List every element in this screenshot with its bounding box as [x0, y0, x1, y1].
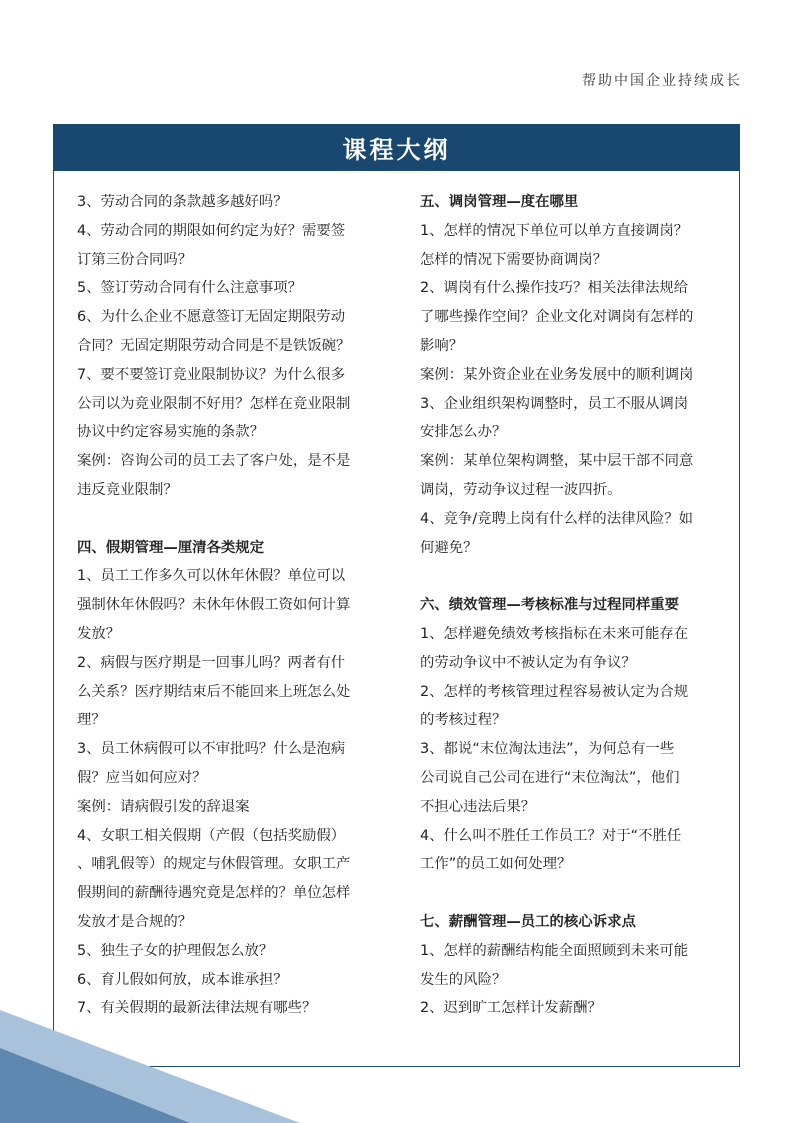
outline-line: 5、独生子女的护理假怎么放？: [77, 942, 274, 959]
section-heading: 七、薪酬管理—员工的核心诉求点: [420, 913, 636, 930]
outline-line: 调岗，劳动争议过程一波四折。: [420, 481, 622, 498]
outline-line: 6、育儿假如何放，成本谁承担？: [77, 971, 288, 988]
section-heading: 四、假期管理—厘清各类规定: [77, 539, 265, 556]
outline-line: 公司说自己公司在进行“末位淘汰”，他们: [420, 769, 680, 786]
outline-line: 4、竞争/竞聘上岗有什么样的法律风险？如: [420, 510, 694, 527]
outline-line: 安排怎么办？: [420, 424, 507, 441]
outline-line: 发生的风险？: [420, 971, 507, 988]
outline-line: 发放才是合规的？: [77, 913, 193, 930]
outline-line: 么关系？医疗期结束后不能回来上班怎么处: [77, 683, 351, 700]
outline-line: 理？: [77, 712, 106, 729]
outline-line: 1、怎样的薪酬结构能全面照顾到未来可能: [420, 942, 689, 959]
outline-line: 假？应当如何应对？: [77, 769, 207, 786]
outline-line: 假期间的薪酬待遇究竟是怎样的？单位怎样: [77, 885, 351, 902]
outline-line: 4、什么叫不胜任工作员工？对于“不胜任: [420, 827, 682, 844]
outline-line: 4、女职工相关假期（产假（包括奖励假）: [77, 827, 346, 844]
section-heading: 六、绩效管理—考核标准与过程同样重要: [420, 597, 680, 614]
outline-line: 案例：某单位架构调整，某中层干部不同意: [420, 453, 694, 470]
outline-line: 订第三份合同吗？: [77, 251, 193, 268]
outline-line: 发放？: [77, 625, 121, 642]
outline-line: 1、员工工作多久可以休年休假？单位可以: [77, 568, 346, 585]
outline-line: 6、为什么企业不愿意签订无固定期限劳动: [77, 309, 346, 326]
outline-line: 7、要不要签订竞业限制协议？为什么很多: [77, 366, 346, 383]
outline-line: 、哺乳假等）的规定与休假管理。女职工产: [77, 856, 351, 873]
outline-line: 7、有关假期的最新法律法规有哪些？: [77, 1000, 317, 1017]
outline-line: 的劳动争议中不被认定为有争议？: [420, 654, 636, 671]
page-title: 课程大纲: [342, 136, 451, 164]
outline-line: 工作”的员工如何处理？: [420, 856, 572, 873]
outline-line: 1、怎样避免绩效考核指标在未来可能存在: [420, 625, 689, 642]
outline-line: 协议中约定容易实施的条款？: [77, 424, 265, 441]
outline-line: 3、企业组织架构调整时，员工不服从调岗: [420, 395, 689, 412]
outline-line: 5、签订劳动合同有什么注意事项？: [77, 280, 303, 297]
outline-line: 的考核过程？: [420, 712, 507, 729]
outline-line: 案例：某外资企业在业务发展中的顺利调岗: [420, 366, 694, 383]
outline-line: 案例：咨询公司的员工去了客户处，是不是: [77, 453, 351, 470]
outline-line: 2、病假与医疗期是一回事儿吗？两者有什: [77, 654, 346, 671]
outline-line: 案例：请病假引发的辞退案: [77, 798, 250, 815]
outline-line: 2、迟到旷工怎样计发薪酬？: [420, 1000, 602, 1017]
outline-line: 合同？无固定期限劳动合同是不是铁饭碗？: [77, 337, 351, 354]
outline-line: 公司以为竞业限制不好用？怎样在竞业限制: [77, 395, 351, 412]
outline-line: 怎样的情况下需要协商调岗？: [420, 251, 608, 268]
outline-line: 2、怎样的考核管理过程容易被认定为合规: [420, 683, 689, 700]
outline-line: 强制休年休假吗？未休年休假工资如何计算: [77, 597, 351, 614]
company-tagline: 帮助中国企业持续成长: [582, 73, 742, 89]
outline-line: 何避免？: [420, 539, 478, 556]
outline-line: 3、员工休病假可以不审批吗？什么是泡病: [77, 741, 346, 758]
outline-line: 影响？: [420, 337, 464, 354]
outline-line: 违反竞业限制？: [77, 481, 178, 498]
outline-line: 3、都说“末位淘汰违法”，为何总有一些: [420, 741, 675, 758]
outline-line: 不担心违法后果？: [420, 798, 536, 815]
outline-line: 1、怎样的情况下单位可以单方直接调岗？: [420, 222, 689, 239]
outline-line: 了哪些操作空间？企业文化对调岗有怎样的: [420, 309, 694, 326]
section-heading: 五、调岗管理—度在哪里: [420, 194, 579, 210]
outline-line: 4、劳动合同的期限如何约定为好？需要签: [77, 222, 346, 239]
outline-line: 2、调岗有什么操作技巧？相关法律法规给: [420, 280, 689, 297]
outline-line: 3、劳动合同的条款越多越好吗？: [77, 194, 288, 210]
